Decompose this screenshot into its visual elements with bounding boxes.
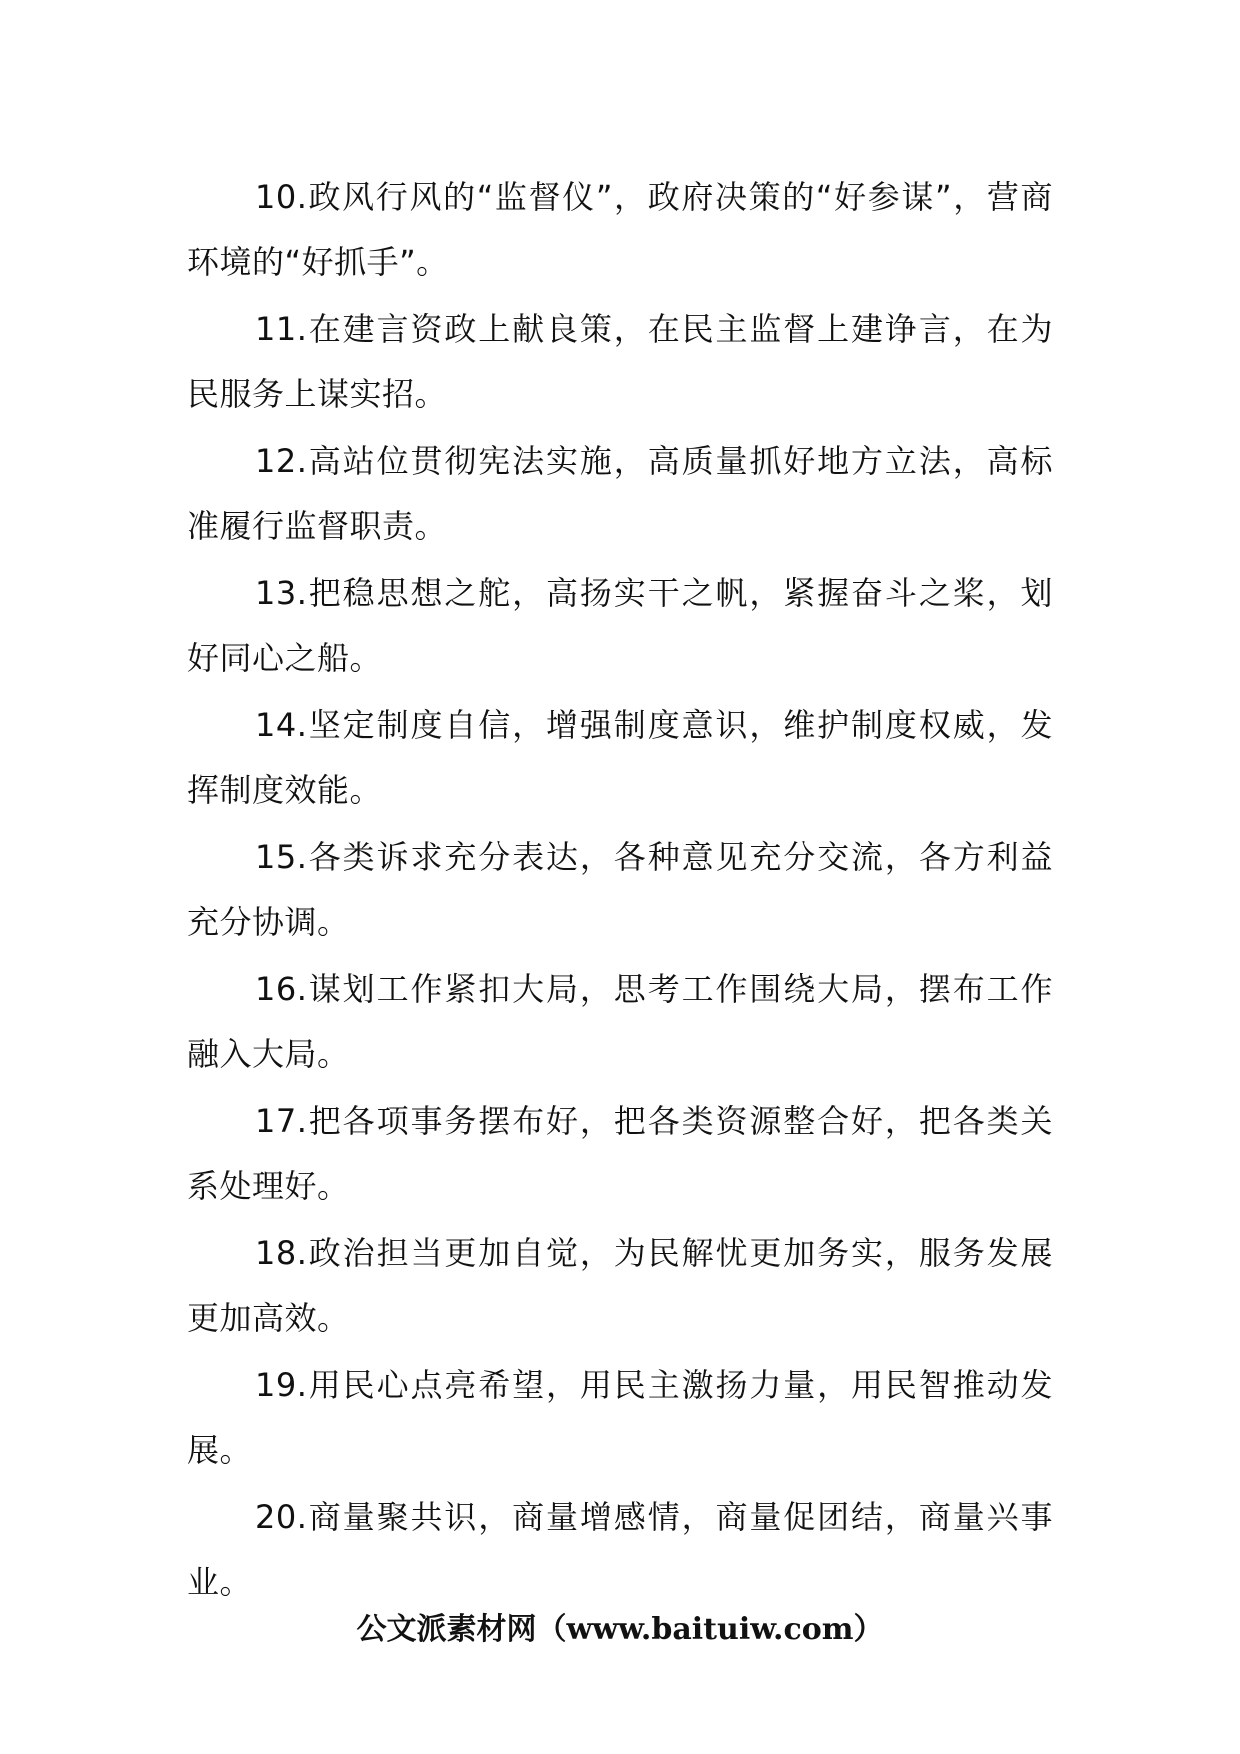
paragraph-12: 12.高站位贯彻宪法实施，高质量抓好地方立法，高标准履行监督职责。	[187, 442, 1053, 545]
paragraph-15: 15.各类诉求充分表达，各种意见充分交流，各方利益充分协调。	[187, 838, 1053, 941]
document-body	[187, 165, 1053, 1617]
paragraph-20: 20.商量聚共识，商量增感情，商量促团结，商量兴事业。	[187, 1498, 1053, 1601]
paragraph-13: 13.把稳思想之舵，高扬实干之帆，紧握奋斗之桨，划好同心之船。	[187, 574, 1053, 677]
paragraph-14: 14.坚定制度自信，增强制度意识，维护制度权威，发挥制度效能。	[187, 706, 1053, 809]
paragraph-11: 11.在建言资政上献良策，在民主监督上建诤言，在为民服务上谋实招。	[187, 310, 1053, 413]
paragraph-10: 10.政风行风的“监督仪”，政府决策的“好参谋”，营商环境的“好抓手”。	[187, 178, 1053, 281]
paragraph-16: 16.谋划工作紧扣大局，思考工作围绕大局，摆布工作融入大局。	[187, 970, 1053, 1073]
paragraph-17: 17.把各项事务摆布好，把各类资源整合好，把各类关系处理好。	[187, 1102, 1053, 1205]
footer-source: 公文派素材网（www.baituiw.com）	[356, 1612, 884, 1647]
paragraph-18: 18.政治担当更加自觉，为民解忧更加务实，服务发展更加高效。	[187, 1234, 1053, 1337]
paragraph-19: 19.用民心点亮希望，用民主激扬力量，用民智推动发展。	[187, 1366, 1053, 1469]
